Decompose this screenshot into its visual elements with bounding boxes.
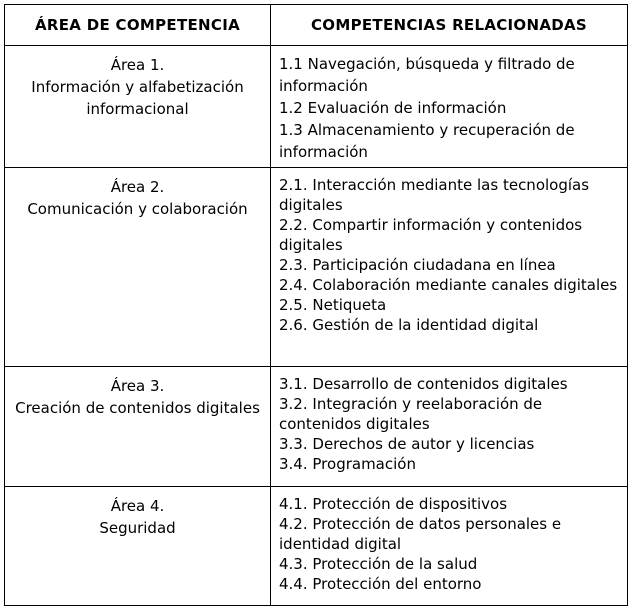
table-row [5, 46, 628, 168]
competency-item: 2.6. Gestión de la identidad digital [279, 316, 539, 334]
table-row [5, 168, 628, 367]
area-name: Comunicación y colaboración [27, 200, 248, 218]
header-competencies: COMPETENCIAS RELACIONADAS [271, 5, 628, 46]
competency-item: 3.3. Derechos de autor y licencias [279, 435, 535, 453]
table-row [5, 367, 628, 487]
header-area: ÁREA DE COMPETENCIA [5, 5, 271, 46]
area-number: Área 4. [110, 497, 165, 515]
competency-item: 2.2. Compartir información y contenidos digitales [279, 216, 583, 254]
competency-item: 3.2. Integración y reelaboración de contenidos digitales [279, 395, 543, 433]
area-number: Área 1. [110, 56, 165, 74]
area-cell [5, 168, 271, 367]
competencies-cell [271, 487, 628, 606]
competencies-cell [271, 46, 628, 168]
competency-item: 4.3. Protección de la salud [279, 555, 478, 573]
competency-item: 2.5. Netiqueta [279, 296, 387, 314]
area-cell [5, 46, 271, 168]
competency-item: 2.3. Participación ciudadana en línea [279, 256, 556, 274]
competencies-table [4, 4, 628, 606]
competency-item: 3.4. Programación [279, 455, 416, 473]
area-name: Seguridad [99, 519, 176, 537]
competency-item: 2.1. Interacción mediante las tecnologías digitales [279, 176, 590, 214]
competency-item: 4.1. Protección de dispositivos [279, 495, 508, 513]
competencies-cell [271, 168, 628, 367]
area-number: Área 3. [110, 377, 165, 395]
area-cell [5, 487, 271, 606]
competency-item: 4.2. Protección de datos personales e identidad digital [279, 515, 562, 553]
table-row [5, 487, 628, 606]
competency-item: 2.4. Colaboración mediante canales digitales [279, 276, 618, 294]
table-header-row [5, 5, 628, 46]
area-name: Información y alfabetización informacional [31, 78, 244, 118]
area-cell [5, 367, 271, 487]
competencies-cell [271, 367, 628, 487]
area-number: Área 2. [110, 178, 165, 196]
competency-item: 3.1. Desarrollo de contenidos digitales [279, 375, 568, 393]
competency-item: 4.4. Protección del entorno [279, 575, 482, 593]
competency-item: 1.2 Evaluación de información [279, 99, 507, 117]
area-name: Creación de contenidos digitales [15, 399, 260, 417]
competency-item: 1.3 Almacenamiento y recuperación de información [279, 121, 575, 161]
competency-item: 1.1 Navegación, búsqueda y filtrado de información [279, 55, 575, 95]
